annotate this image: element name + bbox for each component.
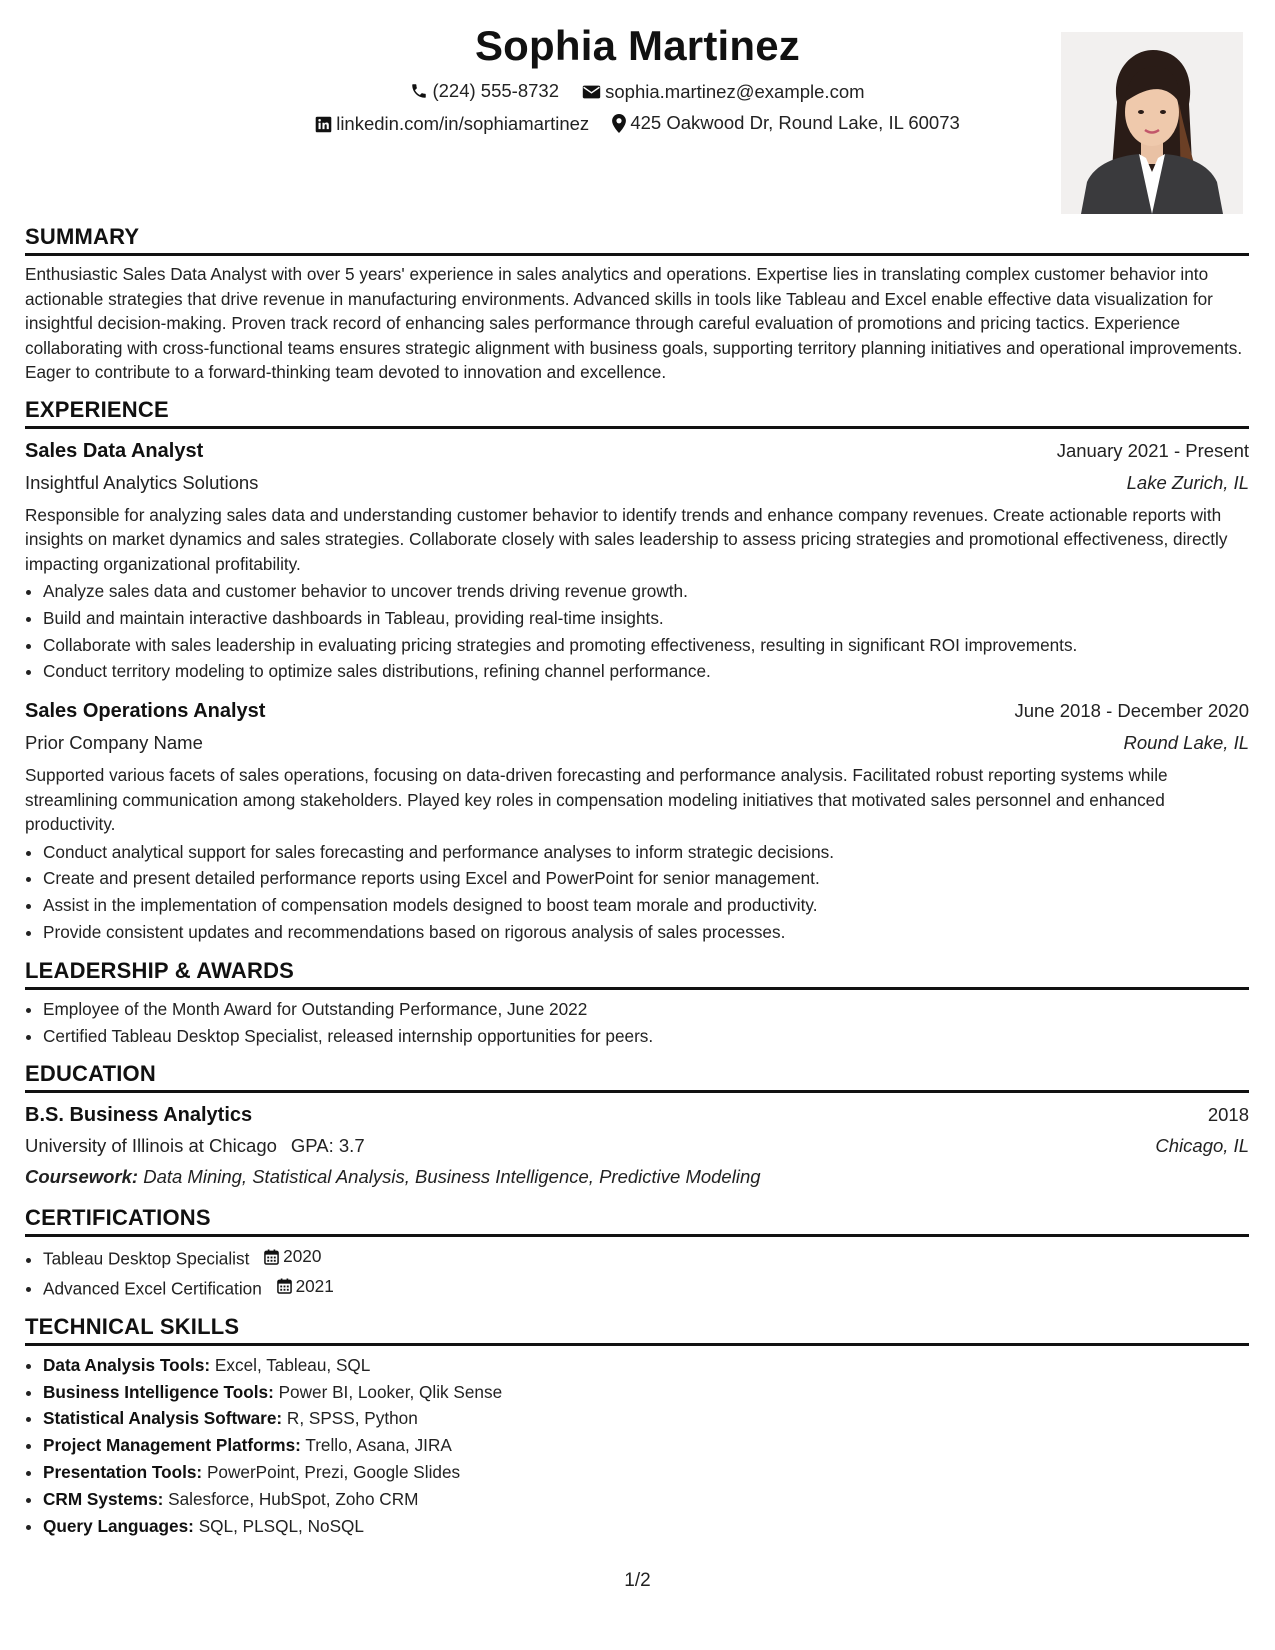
skill-label: Data Analysis Tools: <box>43 1354 211 1375</box>
linkedin-contact[interactable] <box>315 113 589 135</box>
email-contact[interactable] <box>582 81 864 103</box>
skills-section <box>25 1314 1249 1540</box>
skill-value: SQL, PLSQL, NoSQL <box>198 1515 364 1536</box>
company-name: Prior Company Name <box>25 732 203 754</box>
list-item: • Build and maintain interactive dashboards in Tableau, providing real-time insights. <box>43 605 1249 632</box>
certifications-section <box>25 1205 1249 1301</box>
job-entry <box>25 435 1249 686</box>
list-item <box>43 1486 1249 1513</box>
list-item <box>43 1352 1249 1379</box>
experience-section <box>25 397 1249 946</box>
list-item <box>43 1405 1249 1432</box>
section-title-skills: TECHNICAL SKILLS <box>25 1314 1249 1346</box>
skill-value: Excel, Tableau, SQL <box>214 1354 371 1375</box>
gpa: GPA: 3.7 <box>290 1135 365 1157</box>
coursework <box>25 1161 1249 1193</box>
list-item <box>43 1273 1249 1302</box>
school-line <box>25 1131 365 1161</box>
list-item: • Create and present detailed performance reports using Excel and PowerPoint for senior management. <box>43 865 1249 892</box>
list-item <box>43 1243 1249 1272</box>
phone-icon <box>410 82 428 100</box>
section-title-education: EDUCATION <box>25 1061 1249 1093</box>
skill-value: Power BI, Looker, Qlik Sense <box>278 1381 503 1402</box>
job-bullets <box>25 578 1249 685</box>
email-address[interactable]: sophia.martinez@example.com <box>605 81 865 102</box>
job-location: Lake Zurich, IL <box>1126 471 1249 493</box>
address-contact <box>612 112 959 134</box>
summary-text: Enthusiastic Sales Data Analyst with over 5 years' experience in sales analytics and operations. Expertise lies in translating complex customer behavior into actionable strategies that drive revenue in manufacturing environments. Advanced skills in tools like Tableau and Excel enable effective data visualization for insightful decision-making. Proven track record of enhancing sales performance through careful evaluation of promotions and pricing tactics. Experience collaborating with cross-functional teams ensures strategic alignment with business goals, supporting territory planning initiatives and operational improvements. Eager to contribute to a forward-thinking team devoted to innovation and excellence. <box>25 264 1243 382</box>
job-description: Responsible for analyzing sales data and understanding customer behavior to identify trends and enhance company revenues. Create actionable reports with insights on market dynamics and sales strategies. Collaborate closely with sales leadership to assess pricing strategies and promotional effectiveness, directly impacting organizational profitability. <box>25 504 1228 574</box>
linkedin-url[interactable]: linkedin.com/in/sophiamartinez <box>336 113 590 134</box>
list-item: • Employee of the Month Award for Outstanding Performance, June 2022 <box>43 996 1249 1023</box>
leadership-section <box>25 958 1249 1050</box>
list-item <box>43 1379 1249 1406</box>
skill-label: Project Management Platforms: <box>43 1435 301 1456</box>
job-bullets <box>25 839 1249 946</box>
job-description: Supported various facets of sales operations, focusing on data-driven forecasting and performance analysis. Facilitated robust reporting systems while streamlining communication among stakeholders. Played key roles in compensation modeling initiatives that motivated sales personnel and enhanced productivity. <box>25 765 1168 835</box>
map-pin-icon <box>612 114 626 133</box>
skill-label: Statistical Analysis Software: <box>43 1408 283 1429</box>
skill-label: Presentation Tools: <box>43 1462 203 1483</box>
list-item: • Provide consistent updates and recommendations based on rigorous analysis of sales processes. <box>43 919 1249 946</box>
candidate-name: Sophia Martinez <box>474 22 801 69</box>
skill-label: Query Languages: <box>43 1515 194 1536</box>
skill-label: Business Intelligence Tools: <box>43 1381 274 1402</box>
list-item: • Conduct analytical support for sales forecasting and performance analyses to inform strategic decisions. <box>43 839 1249 866</box>
list-item: • Assist in the implementation of compensation models designed to boost team morale and productivity. <box>43 892 1249 919</box>
calendar-icon <box>277 1278 292 1294</box>
skill-value: R, SPSS, Python <box>286 1408 418 1429</box>
calendar-icon <box>264 1249 279 1265</box>
job-location: Round Lake, IL <box>1123 732 1249 754</box>
cert-date <box>277 1273 334 1300</box>
phone-contact <box>410 80 559 102</box>
school-location: Chicago, IL <box>1155 1135 1249 1157</box>
resume-header <box>0 0 1275 230</box>
skill-value: Salesforce, HubSpot, Zoho CRM <box>168 1488 419 1509</box>
job-dates: January 2021 - Present <box>1056 439 1249 461</box>
certifications-list <box>25 1243 1249 1301</box>
section-title-summary: SUMMARY <box>25 224 1249 256</box>
skill-label: CRM Systems: <box>43 1488 164 1509</box>
job-title: Sales Data Analyst <box>25 439 204 462</box>
envelope-icon <box>582 84 601 100</box>
job-entry <box>25 695 1249 946</box>
skill-value: Trello, Asana, JIRA <box>305 1435 452 1456</box>
list-item <box>43 1513 1249 1540</box>
summary-section <box>25 224 1249 385</box>
profile-photo <box>1061 32 1243 214</box>
list-item: • Certified Tableau Desktop Specialist, released internship opportunities for peers. <box>43 1023 1249 1050</box>
section-title-experience: EXPERIENCE <box>25 397 1249 429</box>
list-item <box>43 1432 1249 1459</box>
linkedin-icon <box>315 116 332 133</box>
graduation-year: 2018 <box>1207 1104 1249 1126</box>
job-dates: June 2018 - December 2020 <box>1014 700 1249 722</box>
coursework-list: Data Mining, Statistical Analysis, Business Intelligence, Predictive Modeling <box>143 1166 761 1188</box>
degree: B.S. Business Analytics <box>25 1104 253 1127</box>
page-number: 1/2 <box>624 1570 651 1591</box>
person-portrait <box>1061 32 1243 214</box>
skill-value: PowerPoint, Prezi, Google Slides <box>206 1462 461 1483</box>
job-title: Sales Operations Analyst <box>25 700 266 723</box>
resume-body <box>25 224 1249 1551</box>
phone-number: (224) 555-8732 <box>432 80 559 101</box>
skills-list <box>25 1352 1249 1540</box>
list-item: • Collaborate with sales leadership in evaluating pricing strategies and promoting effectiveness, resulting in significant ROI improvements. <box>43 632 1249 659</box>
home-address: 425 Oakwood Dr, Round Lake, IL 60073 <box>630 112 960 133</box>
list-item <box>43 1459 1249 1486</box>
education-section <box>25 1061 1249 1193</box>
school-name: University of Illinois at Chicago <box>25 1135 277 1157</box>
leadership-list <box>25 996 1249 1050</box>
cert-year: 2020 <box>283 1246 322 1267</box>
company-name: Insightful Analytics Solutions <box>25 471 259 493</box>
section-title-leadership: LEADERSHIP & AWARDS <box>25 958 1249 990</box>
section-title-certifications: CERTIFICATIONS <box>25 1205 1249 1237</box>
cert-name: Advanced Excel Certification <box>43 1278 262 1299</box>
list-item: • Conduct territory modeling to optimize sales distributions, refining channel performance. <box>43 658 1249 685</box>
cert-year: 2021 <box>295 1275 334 1296</box>
cert-name: Tableau Desktop Specialist <box>43 1248 250 1269</box>
cert-date <box>264 1243 321 1270</box>
coursework-label: Coursework: <box>25 1166 139 1188</box>
list-item: • Analyze sales data and customer behavior to uncover trends driving revenue growth. <box>43 578 1249 605</box>
